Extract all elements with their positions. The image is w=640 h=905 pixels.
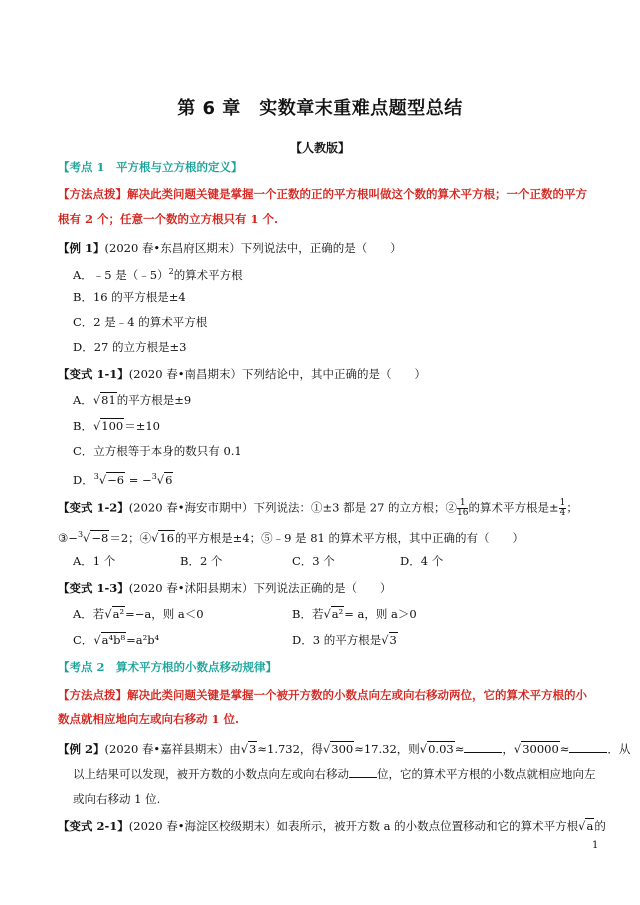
- variant-1-1-option-d: D．$^3$√−6 = −$^3$√6: [73, 472, 173, 487]
- variant-2-1-question: 【变式 2-1】(2020 春•海淀区校级期末）如表所示，被开方数 a 的小数点位置移动和它的算术平方根√a的: [58, 819, 606, 833]
- method-tip-2: 【方法点拨】解决此类问题关键是掌握一个被开方数的小数点向左或向右移动两位，它的算术平方根的小: [58, 688, 587, 702]
- variant-1-2-option-a: A．1 个: [73, 554, 116, 568]
- method-tag: 【方法点拨】: [58, 187, 127, 201]
- example-1-option-d: D．27 的立方根是±3: [73, 340, 187, 354]
- variant-1-2-option-c: C．3 个: [292, 554, 335, 568]
- method-tip-2-cont: 数点就相应地向左或向右移动 1 位.: [58, 712, 240, 726]
- variant-1-3-option-d: D．3 的平方根是√3: [292, 633, 397, 647]
- example-1-option-b: B．16 的平方根是±4: [73, 290, 186, 304]
- page-number: 1: [592, 840, 599, 851]
- variant-1-2-option-d: D．4 个: [400, 554, 444, 568]
- variant-1-2-question: 【变式 1-2】(2020 春•海安市期中）下列说法：①±3 都是 27 的立方根；② $\frac{1}{16}$ 的算术平方根是± $\frac{1}{4}$ ；: [58, 498, 578, 518]
- method-tag: 【方法点拨】: [58, 688, 127, 702]
- edition-label: 【人教版】: [289, 141, 350, 155]
- variant-1-3-option-c: C．√a⁴b⁸=a²b⁴: [73, 633, 160, 647]
- section-heading-2: 【考点 2 算术平方根的小数点移动规律】: [58, 660, 278, 674]
- variant-1-2-statements: ③−$^3$√−8＝2；④√16的平方根是±4；⑤﹣9 是 81 的算术平方根，其中正确的有（ ）: [58, 530, 524, 545]
- variant-1-1-option-b: B．√100＝±10: [73, 419, 161, 433]
- example-1-question: 【例 1】(2020 春•东昌府区期末）下列说法中，正确的是（ ）: [58, 241, 402, 255]
- fraction-1-4: $\frac{1}{4}$: [559, 498, 566, 518]
- variant-1-1-question: 【变式 1-1】(2020 春•南昌期末）下列结论中，其中正确的是（ ）: [58, 367, 426, 381]
- variant-1-3-question: 【变式 1-3】(2020 春•沭阳县期末）下列说法正确的是（ ）: [58, 581, 392, 595]
- example-2-line-2: 以上结果可以发现，被开方数的小数点向左或向右移动 位，它的算术平方根的小数点就相应地向左: [73, 767, 596, 781]
- method-tip-1: 【方法点拨】解决此类问题关键是掌握一个正数的正的平方根叫做这个数的算术平方根；一个正数的平方: [58, 187, 587, 201]
- example-1-option-a: A．﹣5 是（﹣5）$^2$的算术平方根: [73, 267, 243, 282]
- example-2-question: 【例 2】(2020 春•嘉祥县期末）由√3≈1.732，得√300≈17.32，则√0.03≈ ，√30000≈ ．从: [58, 742, 631, 756]
- variant-1-1-option-c: C．立方根等于本身的数只有 0.1: [73, 444, 242, 458]
- example-1-option-c: C．2 是﹣4 的算术平方根: [73, 315, 208, 329]
- answer-blank-3: [349, 766, 377, 778]
- fraction-1-16: $\frac{1}{16}$: [457, 498, 469, 518]
- example-2-line-3: 或向右移动 1 位.: [73, 792, 161, 806]
- variant-1-1-option-a: A．√81的平方根是±9: [73, 393, 192, 407]
- variant-1-3-option-b: B．若√a²= a，则 a＞0: [292, 607, 417, 621]
- page-title: 第 6 章 实数章末重难点题型总结: [177, 98, 463, 119]
- section-heading-1: 【考点 1 平方根与立方根的定义】: [58, 160, 243, 174]
- method-tip-1-cont: 根有 2 个；任意一个数的立方根只有 1 个.: [58, 212, 279, 226]
- answer-blank-1: [464, 741, 502, 753]
- variant-1-2-option-b: B．2 个: [180, 554, 223, 568]
- answer-blank-2: [569, 741, 607, 753]
- variant-1-3-option-a: A．若√a²=−a，则 a＜0: [73, 607, 204, 621]
